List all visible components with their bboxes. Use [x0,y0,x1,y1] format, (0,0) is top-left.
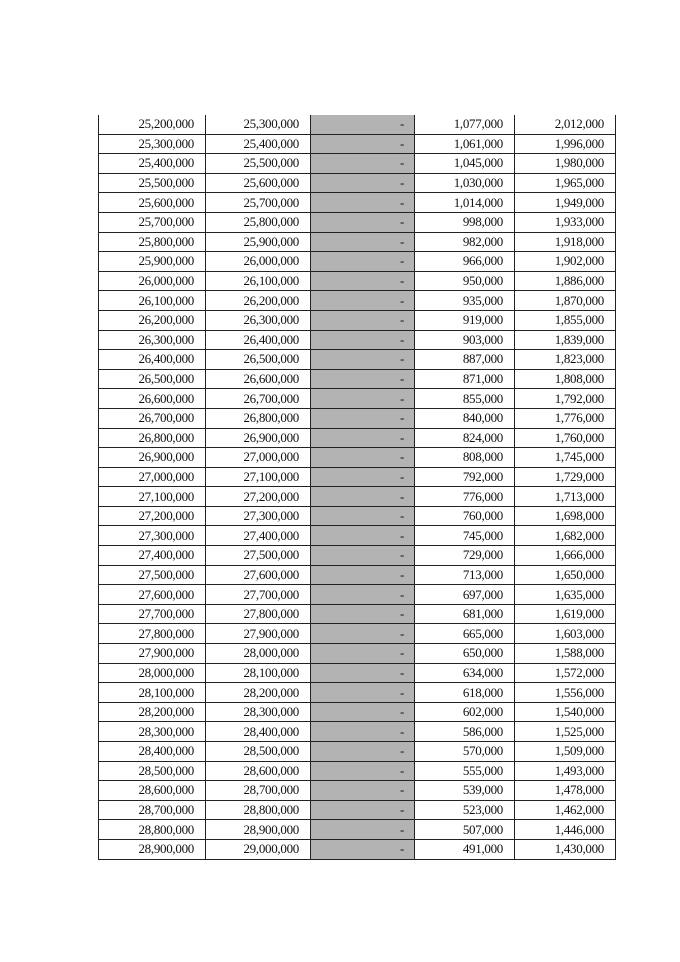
tax-cell-5: 1,619,000 [515,604,616,624]
income-min-cell: 28,400,000 [99,742,206,762]
tax-cell-4: 855,000 [415,389,515,409]
table-row [99,585,616,605]
tax-cell-5: 1,760,000 [515,428,616,448]
income-min-cell: 28,600,000 [99,781,206,801]
income-min-cell: 26,400,000 [99,350,206,370]
income-max-cell: 27,800,000 [206,604,311,624]
income-max-cell: 25,500,000 [206,154,311,174]
income-min-cell: 28,300,000 [99,722,206,742]
tax-cell-5: 1,776,000 [515,408,616,428]
table-row [99,820,616,840]
tax-cell-4: 555,000 [415,761,515,781]
dash-cell: - [311,448,415,468]
dash-cell: - [311,546,415,566]
income-max-cell: 28,200,000 [206,683,311,703]
tax-cell-5: 1,965,000 [515,173,616,193]
tax-cell-4: 1,030,000 [415,173,515,193]
income-max-cell: 26,800,000 [206,408,311,428]
tax-cell-4: 982,000 [415,232,515,252]
tax-cell-5: 2,012,000 [515,115,616,134]
dash-cell: - [311,467,415,487]
income-min-cell: 26,600,000 [99,389,206,409]
tax-cell-5: 1,996,000 [515,134,616,154]
tax-cell-5: 1,666,000 [515,546,616,566]
table-row [99,271,616,291]
tax-cell-4: 760,000 [415,506,515,526]
dash-cell: - [311,232,415,252]
table-row [99,232,616,252]
tax-cell-4: 507,000 [415,820,515,840]
table-row [99,408,616,428]
income-min-cell: 27,600,000 [99,585,206,605]
income-max-cell: 27,100,000 [206,467,311,487]
table-row [99,330,616,350]
income-max-cell: 26,900,000 [206,428,311,448]
table-row [99,212,616,232]
tax-cell-4: 1,077,000 [415,115,515,134]
dash-cell: - [311,702,415,722]
table-row [99,722,616,742]
income-min-cell: 26,800,000 [99,428,206,448]
dash-cell: - [311,271,415,291]
tax-cell-5: 1,635,000 [515,585,616,605]
dash-cell: - [311,310,415,330]
table-row [99,193,616,213]
income-min-cell: 27,700,000 [99,604,206,624]
tax-cell-5: 1,650,000 [515,565,616,585]
income-max-cell: 28,700,000 [206,781,311,801]
tax-cell-4: 650,000 [415,644,515,664]
income-max-cell: 28,300,000 [206,702,311,722]
dash-cell: - [311,742,415,762]
income-max-cell: 25,400,000 [206,134,311,154]
table-row [99,761,616,781]
tax-cell-4: 792,000 [415,467,515,487]
tax-cell-4: 950,000 [415,271,515,291]
tax-cell-5: 1,509,000 [515,742,616,762]
income-max-cell: 28,600,000 [206,761,311,781]
dash-cell: - [311,506,415,526]
table-row [99,154,616,174]
tax-cell-4: 491,000 [415,839,515,859]
income-max-cell: 26,500,000 [206,350,311,370]
tax-cell-4: 1,061,000 [415,134,515,154]
dash-cell: - [311,330,415,350]
tax-cell-5: 1,462,000 [515,800,616,820]
tax-cell-5: 1,855,000 [515,310,616,330]
income-max-cell: 27,500,000 [206,546,311,566]
tax-table-page [98,115,615,860]
dash-cell: - [311,389,415,409]
tax-cell-4: 840,000 [415,408,515,428]
dash-cell: - [311,761,415,781]
tax-cell-4: 935,000 [415,291,515,311]
tax-cell-5: 1,918,000 [515,232,616,252]
income-max-cell: 28,400,000 [206,722,311,742]
tax-cell-4: 634,000 [415,663,515,683]
table-row [99,134,616,154]
table-row [99,800,616,820]
table-row [99,742,616,762]
tax-cell-5: 1,713,000 [515,487,616,507]
tax-cell-4: 665,000 [415,624,515,644]
tax-cell-4: 570,000 [415,742,515,762]
income-max-cell: 28,000,000 [206,644,311,664]
tax-cell-4: 713,000 [415,565,515,585]
income-max-cell: 28,800,000 [206,800,311,820]
income-min-cell: 26,000,000 [99,271,206,291]
dash-cell: - [311,644,415,664]
income-max-cell: 27,600,000 [206,565,311,585]
dash-cell: - [311,683,415,703]
income-max-cell: 26,000,000 [206,252,311,272]
table-row [99,839,616,859]
income-min-cell: 27,800,000 [99,624,206,644]
income-min-cell: 25,500,000 [99,173,206,193]
dash-cell: - [311,193,415,213]
dash-cell: - [311,252,415,272]
dash-cell: - [311,173,415,193]
dash-cell: - [311,134,415,154]
income-min-cell: 27,900,000 [99,644,206,664]
tax-cell-5: 1,682,000 [515,526,616,546]
tax-cell-4: 681,000 [415,604,515,624]
dash-cell: - [311,212,415,232]
table-row [99,310,616,330]
tax-cell-5: 1,698,000 [515,506,616,526]
income-min-cell: 25,400,000 [99,154,206,174]
income-max-cell: 26,300,000 [206,310,311,330]
table-row [99,467,616,487]
table-row [99,291,616,311]
income-min-cell: 28,000,000 [99,663,206,683]
tax-cell-5: 1,823,000 [515,350,616,370]
tax-cell-5: 1,729,000 [515,467,616,487]
tax-cell-4: 539,000 [415,781,515,801]
income-max-cell: 27,700,000 [206,585,311,605]
tax-cell-5: 1,588,000 [515,644,616,664]
table-row [99,702,616,722]
tax-cell-4: 903,000 [415,330,515,350]
table-row [99,546,616,566]
table-row [99,448,616,468]
tax-cell-4: 887,000 [415,350,515,370]
income-min-cell: 28,200,000 [99,702,206,722]
table-row [99,252,616,272]
income-max-cell: 27,200,000 [206,487,311,507]
income-min-cell: 25,600,000 [99,193,206,213]
income-min-cell: 28,800,000 [99,820,206,840]
tax-cell-5: 1,525,000 [515,722,616,742]
tax-cell-5: 1,933,000 [515,212,616,232]
income-max-cell: 28,500,000 [206,742,311,762]
income-max-cell: 27,300,000 [206,506,311,526]
tax-cell-4: 745,000 [415,526,515,546]
income-min-cell: 25,300,000 [99,134,206,154]
tax-cell-4: 523,000 [415,800,515,820]
tax-cell-5: 1,430,000 [515,839,616,859]
tax-cell-5: 1,603,000 [515,624,616,644]
dash-cell: - [311,839,415,859]
income-max-cell: 26,200,000 [206,291,311,311]
income-min-cell: 27,400,000 [99,546,206,566]
income-max-cell: 25,800,000 [206,212,311,232]
tax-cell-4: 808,000 [415,448,515,468]
dash-cell: - [311,350,415,370]
tax-cell-5: 1,870,000 [515,291,616,311]
dash-cell: - [311,526,415,546]
table-row [99,173,616,193]
income-min-cell: 26,300,000 [99,330,206,350]
income-max-cell: 27,400,000 [206,526,311,546]
income-min-cell: 27,000,000 [99,467,206,487]
tax-cell-5: 1,493,000 [515,761,616,781]
tax-cell-4: 602,000 [415,702,515,722]
tax-cell-5: 1,792,000 [515,389,616,409]
income-min-cell: 25,700,000 [99,212,206,232]
tax-cell-4: 998,000 [415,212,515,232]
income-max-cell: 26,400,000 [206,330,311,350]
income-max-cell: 28,900,000 [206,820,311,840]
income-min-cell: 26,100,000 [99,291,206,311]
income-min-cell: 25,800,000 [99,232,206,252]
income-min-cell: 27,300,000 [99,526,206,546]
income-min-cell: 28,900,000 [99,839,206,859]
dash-cell: - [311,663,415,683]
dash-cell: - [311,487,415,507]
income-min-cell: 28,500,000 [99,761,206,781]
tax-table [98,115,616,860]
table-row [99,663,616,683]
tax-cell-4: 919,000 [415,310,515,330]
income-max-cell: 26,700,000 [206,389,311,409]
income-min-cell: 26,900,000 [99,448,206,468]
income-min-cell: 28,700,000 [99,800,206,820]
table-row [99,115,616,134]
dash-cell: - [311,154,415,174]
dash-cell: - [311,115,415,134]
income-min-cell: 27,200,000 [99,506,206,526]
table-row [99,350,616,370]
table-row [99,389,616,409]
tax-cell-4: 586,000 [415,722,515,742]
dash-cell: - [311,722,415,742]
income-max-cell: 25,700,000 [206,193,311,213]
table-row [99,428,616,448]
tax-cell-5: 1,556,000 [515,683,616,703]
income-min-cell: 26,700,000 [99,408,206,428]
dash-cell: - [311,800,415,820]
table-row [99,624,616,644]
table-row [99,506,616,526]
tax-cell-4: 871,000 [415,369,515,389]
table-row [99,369,616,389]
table-row [99,565,616,585]
tax-cell-5: 1,745,000 [515,448,616,468]
income-min-cell: 25,900,000 [99,252,206,272]
income-max-cell: 26,100,000 [206,271,311,291]
table-row [99,683,616,703]
tax-cell-5: 1,478,000 [515,781,616,801]
dash-cell: - [311,820,415,840]
tax-cell-5: 1,886,000 [515,271,616,291]
tax-cell-5: 1,949,000 [515,193,616,213]
tax-cell-4: 729,000 [415,546,515,566]
dash-cell: - [311,604,415,624]
table-row [99,781,616,801]
dash-cell: - [311,585,415,605]
tax-cell-5: 1,839,000 [515,330,616,350]
dash-cell: - [311,565,415,585]
income-max-cell: 25,900,000 [206,232,311,252]
tax-cell-5: 1,446,000 [515,820,616,840]
tax-cell-5: 1,540,000 [515,702,616,722]
income-min-cell: 26,500,000 [99,369,206,389]
dash-cell: - [311,624,415,644]
income-min-cell: 28,100,000 [99,683,206,703]
table-row [99,526,616,546]
dash-cell: - [311,781,415,801]
tax-cell-5: 1,902,000 [515,252,616,272]
income-min-cell: 27,100,000 [99,487,206,507]
tax-cell-4: 966,000 [415,252,515,272]
income-min-cell: 25,200,000 [99,115,206,134]
tax-cell-4: 776,000 [415,487,515,507]
income-max-cell: 27,900,000 [206,624,311,644]
income-max-cell: 25,600,000 [206,173,311,193]
table-row [99,644,616,664]
tax-cell-4: 1,014,000 [415,193,515,213]
tax-cell-4: 824,000 [415,428,515,448]
tax-cell-4: 697,000 [415,585,515,605]
tax-table-body [99,115,616,859]
income-max-cell: 29,000,000 [206,839,311,859]
income-max-cell: 25,300,000 [206,115,311,134]
income-min-cell: 26,200,000 [99,310,206,330]
table-row [99,487,616,507]
tax-cell-4: 618,000 [415,683,515,703]
tax-cell-5: 1,808,000 [515,369,616,389]
dash-cell: - [311,428,415,448]
income-max-cell: 28,100,000 [206,663,311,683]
tax-cell-4: 1,045,000 [415,154,515,174]
dash-cell: - [311,369,415,389]
tax-cell-5: 1,572,000 [515,663,616,683]
table-row [99,604,616,624]
income-min-cell: 27,500,000 [99,565,206,585]
dash-cell: - [311,408,415,428]
income-max-cell: 27,000,000 [206,448,311,468]
dash-cell: - [311,291,415,311]
tax-cell-5: 1,980,000 [515,154,616,174]
income-max-cell: 26,600,000 [206,369,311,389]
